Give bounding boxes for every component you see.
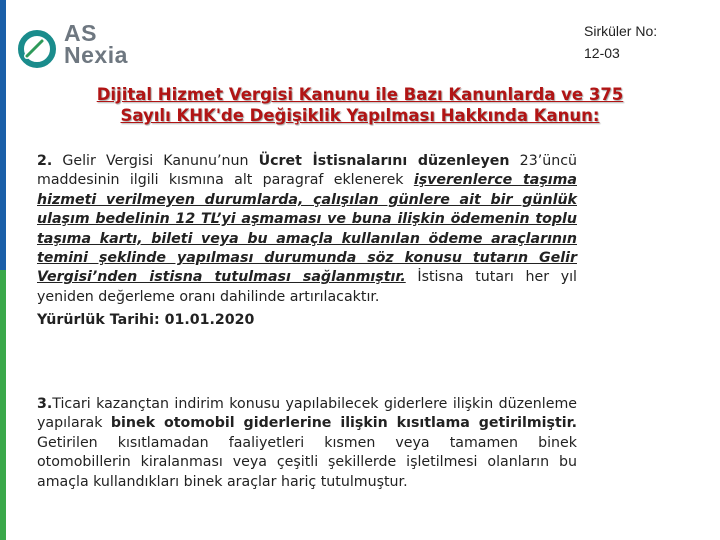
paragraph-item-3: [37, 395, 577, 492]
paragraph-item-2: [37, 152, 577, 331]
item-2-number: 2.: [37, 153, 53, 169]
logo-line-1: AS: [64, 20, 97, 46]
item-3-number: 3.: [37, 396, 53, 412]
item-2-text-1: Gelir Vergisi Kanunu’nun: [52, 153, 259, 169]
item-2-text-3: İstisna tutarı her yıl yeniden değerleme oranı dahilinde artırılacaktır.: [37, 269, 577, 305]
accent-bar-blue: [0, 0, 6, 270]
title-line-1: Dijital Hizmet Vergisi Kanunu ile Bazı Kanunlarda ve 375: [96, 85, 624, 104]
circular-number: [584, 20, 657, 64]
page-title: [30, 84, 690, 126]
circular-value: 12-03: [584, 45, 620, 61]
logo: [16, 22, 136, 72]
item-3-bold-1: binek otomobil giderlerine ilişkin kısıtlama getirilmiştir.: [110, 415, 577, 432]
item-2-text-2: 23’üncü maddesinin ilgili kısmına alt paragraf eklenerek: [37, 153, 578, 189]
title-line-2: Sayılı KHK'de Değişiklik Yapılması Hakkında Kanun:: [120, 106, 600, 125]
item-2-underlined: işverenlerce taşıma hizmeti verilmeyen durumlarda, çalışılan günlere ait bir günlük ulaşım bedelinin 12 TL’yi aşmaması ve buna ilişkin ödemenin toplu taşıma kartı, bileti veya bu amaçla kullanılan ödeme araçlarının temini şeklinde yapılması durumunda söz konusu tutarın Gelir Vergisi’nden istisna tutulması sağlanmıştır.: [37, 172, 577, 286]
circular-label: Sirküler No:: [584, 23, 658, 39]
as-nexia-logo-icon: [16, 28, 58, 70]
item-2-bold-1: Ücret İstisnalarını düzenleyen: [258, 153, 510, 169]
logo-line-2: Nexia: [64, 42, 128, 68]
logo-text: [64, 22, 128, 66]
accent-bar-green: [0, 270, 6, 540]
item-3-text-2: Getirilen kısıtlamadan faaliyetleri kısmen veya tamamen binek otomobillerin kiralanması veya çeşitli şekillerde işletilmesi olanların bu amaçla kullandıkları binek araçlar hariç tutulmuştur.: [37, 434, 577, 490]
effective-date: Yürürlük Tarihi: 01.01.2020: [37, 312, 255, 329]
item-3-text-1: Ticari kazançtan indirim konusu yapılabilecek giderlere ilişkin düzenleme yapılarak: [37, 396, 577, 432]
left-accent-bar: [0, 0, 10, 540]
